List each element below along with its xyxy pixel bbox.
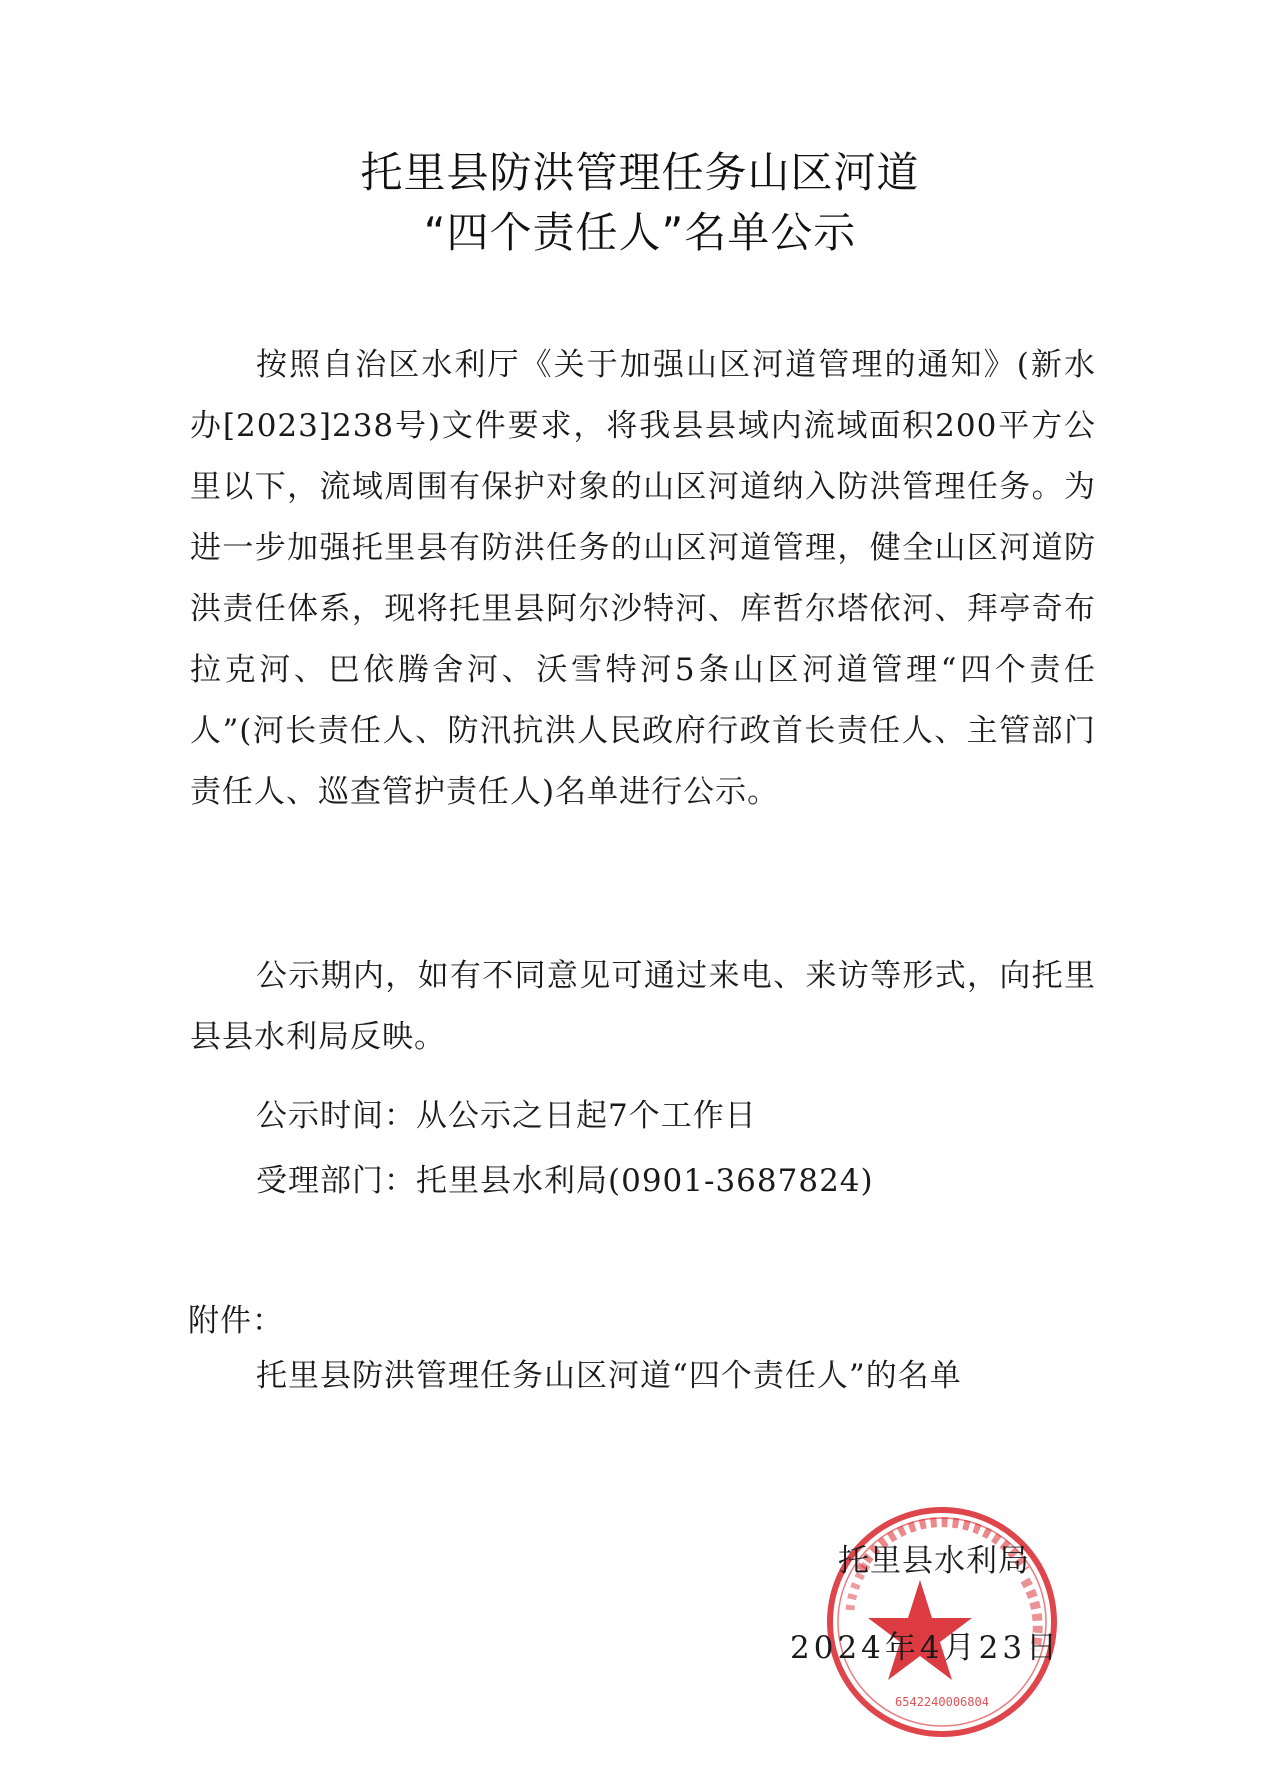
body-paragraph-1: 按照自治区水利厅《关于加强山区河道管理的通知》(新水办[2023]238号)文件要求，将我县县域内流域面积200平方公里以下，流域周围有保护对象的山区河道纳入防洪管理任务。为进一步加强托里县有防洪任务的山区河道管理，健全山区河道防洪责任体系，现将托里县阿尔沙特河、库哲尔塔依河、拜亭奇布拉克河、巴依腾舍河、沃雪特河5条山区河道管理“四个责任人”(河长责任人、防汛抗洪人民政府行政首长责任人、主管部门责任人、巡查管护责任人)名单进行公示。 [190,347,1096,810]
document-title-line2: “四个责任人”名单公示 [423,208,857,257]
attachment-name: 托里县防洪管理任务山区河道“四个责任人”的名单 [256,1358,962,1394]
document-title-line1: 托里县防洪管理任务山区河道 [360,148,920,197]
body-paragraph-2: 公示期内，如有不同意见可通过来电、来访等形式，向托里县县水利局反映。 [190,958,1096,1055]
issuer-name: 托里县水利局 [838,1543,1030,1579]
publicity-time: 公示时间：从公示之日起7个工作日 [256,1098,757,1134]
accepting-department: 受理部门：托里县水利局(0901-3687824) [256,1163,874,1199]
issue-date: 2024年4月23日 [790,1630,1062,1666]
attachment-label: 附件： [188,1303,284,1339]
seal-number: 6542240006804 [895,1695,989,1709]
